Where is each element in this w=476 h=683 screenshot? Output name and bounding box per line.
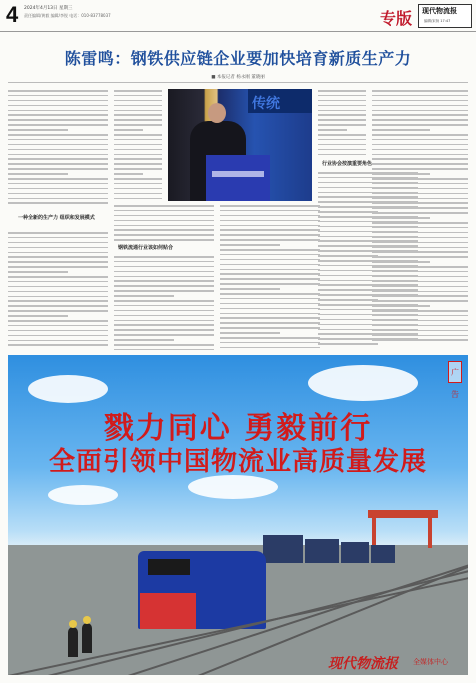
text-line [220, 288, 280, 290]
text-line [220, 308, 320, 310]
text-line [220, 269, 320, 271]
text-line [318, 211, 378, 213]
text-line [8, 300, 108, 302]
text-line [372, 154, 468, 156]
text-line [114, 271, 214, 273]
text-line [114, 280, 214, 282]
text-line [8, 315, 68, 317]
text-line [372, 198, 468, 200]
text-line [372, 129, 430, 131]
text-line [114, 339, 174, 341]
text-line [220, 313, 320, 315]
text-column-3 [220, 205, 320, 352]
speaker-photo: 传统 [168, 89, 312, 201]
worker-figure [82, 623, 92, 653]
text-line [372, 149, 468, 151]
text-line [372, 114, 468, 116]
text-line [114, 183, 162, 185]
text-line [372, 134, 468, 136]
text-line [318, 119, 366, 121]
text-line [8, 198, 108, 200]
text-line [8, 110, 108, 112]
text-line [114, 315, 214, 317]
text-line [8, 202, 108, 204]
text-line [8, 95, 108, 97]
text-line [114, 295, 174, 297]
text-line [318, 110, 366, 112]
text-line [220, 220, 320, 222]
text-line [220, 337, 320, 339]
text-line [114, 300, 214, 302]
text-column-4 [318, 90, 366, 158]
text-line [114, 124, 162, 126]
text-line [114, 324, 214, 326]
text-line [8, 305, 108, 307]
text-line [114, 134, 162, 136]
text-line [8, 168, 108, 170]
contact-line: 责任编辑/黄毅 编辑/李锐 电话：010-83778037 [24, 13, 111, 18]
text-line [220, 317, 320, 319]
text-line [372, 178, 468, 180]
text-line [372, 173, 430, 175]
text-line [220, 273, 320, 275]
text-line [114, 95, 162, 97]
text-line [372, 256, 468, 258]
text-line [372, 183, 468, 185]
text-line [114, 198, 162, 200]
text-line [372, 207, 468, 209]
text-line [114, 178, 162, 180]
text-line [220, 229, 320, 231]
text-line [8, 178, 108, 180]
text-line [8, 114, 108, 116]
text-line [114, 163, 162, 165]
editor-line: 编辑/宋扬 17:47 [424, 19, 451, 23]
ad-tag: 广告 [448, 361, 462, 383]
text-line [8, 144, 108, 146]
text-line [8, 242, 108, 244]
text-line [8, 266, 108, 268]
text-line [114, 139, 162, 141]
text-line [318, 149, 366, 151]
text-line [372, 281, 468, 283]
text-line [8, 256, 108, 258]
text-line [114, 266, 214, 268]
text-line [8, 119, 108, 121]
text-line [372, 339, 468, 341]
text-column-2c [114, 256, 214, 354]
text-line [114, 220, 214, 222]
text-line [372, 144, 468, 146]
text-line [318, 105, 366, 107]
text-line [372, 315, 468, 317]
ad-slogan-line2: 全面引领中国物流业高质量发展 [48, 447, 427, 477]
text-line [8, 335, 108, 337]
text-line [114, 290, 214, 292]
text-line [8, 232, 108, 234]
text-column-2 [114, 90, 162, 202]
text-line [220, 327, 320, 329]
text-line [372, 305, 430, 307]
text-line [372, 291, 468, 293]
text-line [220, 322, 320, 324]
text-line [8, 188, 108, 190]
ad-logo: 现代物流报 [328, 656, 398, 672]
text-line [372, 217, 430, 219]
text-line [114, 285, 214, 287]
gantry-crane [368, 510, 438, 518]
text-column-1b [8, 232, 108, 349]
text-line [114, 229, 214, 231]
text-line [114, 205, 214, 207]
text-line [8, 154, 108, 156]
text-line [8, 173, 68, 175]
page-number: 4 [6, 2, 19, 27]
text-line [8, 158, 108, 160]
text-column-1 [8, 90, 108, 207]
text-line [372, 232, 468, 234]
text-line [318, 139, 366, 141]
text-line [220, 259, 320, 261]
text-line [372, 124, 468, 126]
text-line [114, 329, 214, 331]
text-line [220, 298, 320, 300]
headline-rule [8, 82, 468, 83]
text-line [8, 149, 108, 151]
text-line [114, 188, 162, 190]
text-line [372, 310, 468, 312]
text-line [114, 158, 162, 160]
text-line [8, 163, 108, 165]
text-line [318, 100, 366, 102]
text-line [220, 347, 320, 349]
text-line [220, 234, 320, 236]
text-line [372, 100, 468, 102]
text-line [114, 261, 214, 263]
subhead-right: 行业协会按演重要角色 [322, 161, 373, 167]
article-byline: ■ 本报记者 杨永刚 董晓丽 [211, 75, 265, 80]
section-label: 专版 [380, 9, 413, 28]
text-line [220, 225, 320, 227]
text-line [372, 276, 468, 278]
text-line [372, 188, 468, 190]
article-headline: 陈雷鸣：钢铁供应链企业要加快培育新质生产力 [64, 49, 412, 68]
text-column-5 [372, 90, 468, 344]
text-line [372, 105, 468, 107]
text-line [372, 163, 468, 165]
text-line [318, 124, 366, 126]
ad-slogan-line1: 戮力同心 勇毅前行 [103, 411, 373, 446]
text-line [220, 303, 320, 305]
text-line [114, 239, 214, 241]
text-line [372, 271, 468, 273]
text-line [220, 239, 320, 241]
text-line [114, 110, 162, 112]
text-line [372, 247, 468, 249]
text-line [220, 254, 320, 256]
subhead-left: 一种全新的生产力 组织和发展模式 [18, 215, 95, 221]
text-line [8, 129, 68, 131]
text-line [372, 158, 468, 160]
text-line [220, 205, 320, 207]
text-line [372, 330, 468, 332]
text-line [114, 119, 162, 121]
text-line [372, 95, 468, 97]
text-line [114, 144, 162, 146]
text-line [372, 251, 468, 253]
page-header [0, 0, 476, 32]
text-line [220, 278, 320, 280]
text-line [114, 215, 214, 217]
text-line [114, 193, 162, 195]
text-line [318, 129, 347, 131]
text-line [114, 105, 162, 107]
text-line [114, 154, 162, 156]
text-line [114, 210, 214, 212]
text-line [372, 227, 468, 229]
text-line [8, 237, 108, 239]
text-line [114, 173, 143, 175]
text-line [372, 168, 468, 170]
text-line [8, 124, 108, 126]
text-line [372, 193, 468, 195]
text-line [114, 234, 214, 236]
text-line [220, 293, 320, 295]
worker-figure [68, 627, 78, 657]
text-line [372, 110, 468, 112]
text-line [372, 212, 468, 214]
text-line [318, 255, 378, 257]
subhead-middle: 钢铁流通行业该如何贴合 [118, 245, 174, 251]
text-line [114, 90, 162, 92]
text-column-2b [114, 205, 214, 244]
text-line [220, 249, 320, 251]
text-line [372, 119, 468, 121]
text-line [372, 335, 468, 337]
text-line [220, 215, 320, 217]
text-line [372, 295, 468, 297]
text-line [372, 286, 468, 288]
date-line: 2024年4月13日 星期三 [24, 6, 73, 11]
text-line [8, 252, 108, 254]
text-line [220, 332, 280, 334]
text-line [372, 300, 468, 302]
text-line [8, 271, 68, 273]
text-line [8, 344, 108, 346]
text-line [372, 222, 468, 224]
text-line [114, 276, 214, 278]
text-line [114, 349, 214, 351]
text-line [318, 343, 378, 345]
text-line [220, 342, 320, 344]
text-line [372, 202, 468, 204]
text-line [372, 242, 468, 244]
text-line [114, 114, 162, 116]
text-line [220, 283, 320, 285]
text-line [220, 264, 320, 266]
text-line [372, 266, 468, 268]
text-line [8, 90, 108, 92]
text-line [8, 276, 108, 278]
text-line [114, 334, 214, 336]
text-line [8, 281, 108, 283]
text-line [220, 244, 280, 246]
text-line [8, 286, 108, 288]
text-line [372, 325, 468, 327]
text-line [8, 100, 108, 102]
text-line [8, 330, 108, 332]
text-line [372, 320, 468, 322]
text-line [8, 247, 108, 249]
text-line [114, 344, 214, 346]
advertisement [8, 355, 468, 675]
text-line [318, 95, 366, 97]
text-line [114, 256, 214, 258]
text-line [372, 261, 430, 263]
text-line [8, 325, 108, 327]
text-line [8, 139, 108, 141]
text-line [372, 139, 468, 141]
text-line [8, 310, 108, 312]
text-line [114, 149, 162, 151]
text-line [318, 154, 366, 156]
text-line [372, 237, 468, 239]
text-line [8, 105, 108, 107]
text-line [114, 168, 162, 170]
text-line [8, 183, 108, 185]
text-line [8, 291, 108, 293]
text-line [8, 340, 108, 342]
text-line [8, 296, 108, 298]
text-line [220, 210, 320, 212]
masthead-name: 现代物流报 [422, 6, 457, 15]
text-line [8, 134, 108, 136]
text-line [8, 320, 108, 322]
text-line [114, 310, 214, 312]
text-line [318, 144, 366, 146]
text-line [114, 129, 143, 131]
text-line [318, 90, 366, 92]
text-line [318, 114, 366, 116]
text-line [318, 134, 366, 136]
text-line [8, 261, 108, 263]
text-line [114, 225, 214, 227]
text-line [318, 299, 378, 301]
text-line [114, 305, 214, 307]
text-line [372, 90, 468, 92]
ad-logo-sub: 全媒体中心 [413, 658, 448, 666]
text-line [114, 320, 214, 322]
text-line [8, 193, 108, 195]
text-line [114, 100, 162, 102]
